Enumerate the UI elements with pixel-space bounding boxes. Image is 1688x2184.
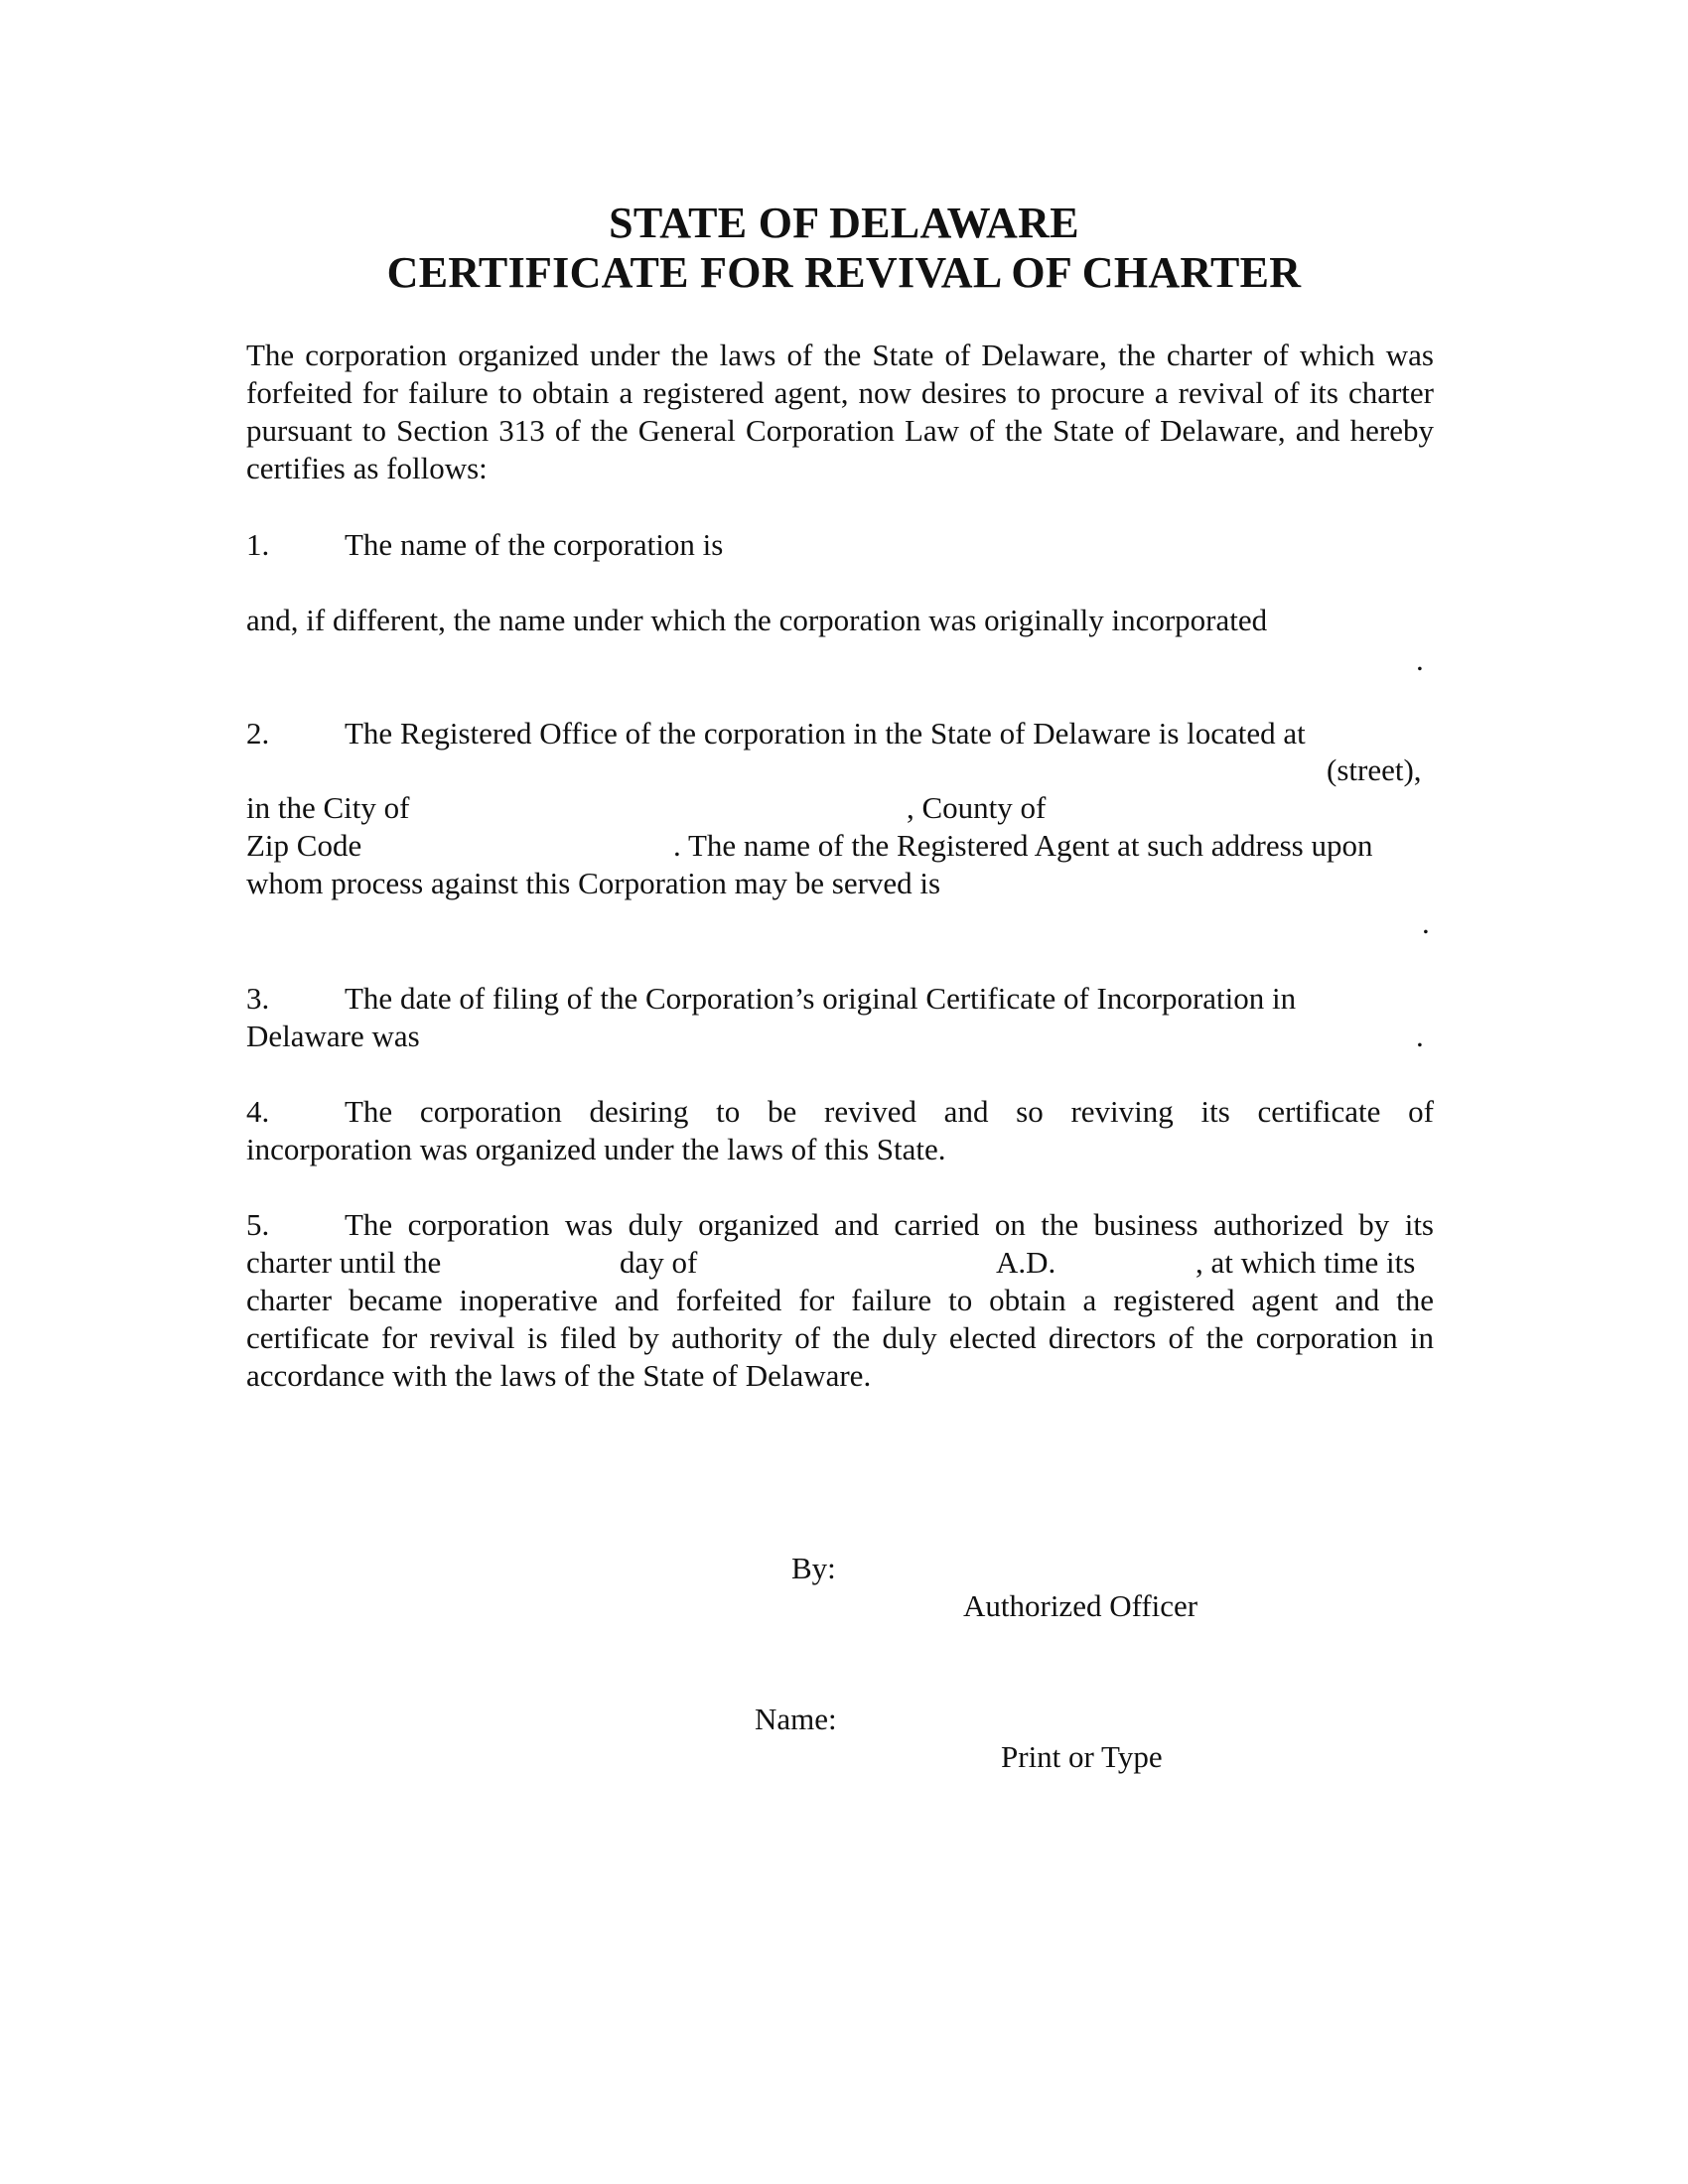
forfeit-year-field[interactable] — [1067, 1246, 1187, 1280]
item-2 — [246, 715, 1306, 752]
original-name-field[interactable] — [246, 641, 1418, 675]
zip-field[interactable] — [382, 829, 670, 863]
county-field[interactable] — [1072, 791, 1430, 825]
forfeit-month-field[interactable] — [715, 1246, 973, 1280]
title-line-1: STATE OF DELAWARE — [609, 199, 1079, 247]
day-of-label: day of — [620, 1245, 698, 1280]
item-3-text: The date of filing of the Corporation’s original Certificate of Incorporation in — [345, 981, 1297, 1016]
title-line-2: CERTIFICATE FOR REVIVAL OF CHARTER — [386, 248, 1302, 297]
item-4-number: 4. — [246, 1094, 270, 1129]
filing-date-field[interactable] — [437, 1020, 1410, 1053]
by-label: By: — [791, 1551, 836, 1585]
item-4-line-1 — [246, 1093, 1434, 1131]
item-4-text-1: The corporation desiring to be revived and so reviving its certificate of — [345, 1094, 1434, 1129]
item-3-period: . — [1416, 1019, 1424, 1053]
item-2-number: 2. — [246, 716, 270, 751]
street-field[interactable] — [246, 753, 1319, 787]
printed-name-field[interactable] — [854, 1703, 1291, 1736]
item-2-period: . — [1422, 905, 1430, 940]
county-label: , County of — [907, 790, 1047, 825]
item-1-continuation: and, if different, the name under which the corporation was originally incorporated — [246, 603, 1268, 637]
corporation-name-field[interactable] — [765, 528, 1430, 562]
authorized-officer-label: Authorized Officer — [963, 1588, 1198, 1623]
item-5-number: 5. — [246, 1207, 270, 1242]
zip-label: Zip Code — [246, 828, 362, 863]
item-1-text: The name of the corporation is — [345, 527, 724, 562]
forfeit-day-field[interactable] — [462, 1246, 611, 1280]
item-5-rest: charter became inoperative and forfeited for failure to obtain a registered agent and the certificate for revival is filed by authority of the duly elected directors of the corporation in accordance with the laws of the State of Delaware. — [246, 1283, 1434, 1393]
item-4-text-2: incorporation was organized under the laws of this State. — [246, 1132, 946, 1166]
registered-agent-field[interactable] — [246, 905, 1423, 939]
item-1 — [246, 526, 723, 564]
until-label: charter until the — [246, 1245, 442, 1280]
item-1-number: 1. — [246, 527, 270, 562]
agent-text: . The name of the Registered Agent at such address upon — [673, 828, 1373, 863]
item-4 — [246, 1093, 1434, 1168]
name-label: Name: — [755, 1702, 837, 1736]
signature-field[interactable] — [854, 1552, 1291, 1585]
item-5-text-1: The corporation was duly organized and carried on the business authorized by its — [345, 1207, 1434, 1242]
item-2-text: The Registered Office of the corporation in the State of Delaware is located at — [345, 716, 1306, 751]
item-1-period: . — [1416, 642, 1424, 677]
print-or-type-label: Print or Type — [1001, 1739, 1163, 1774]
city-field[interactable] — [437, 791, 904, 825]
city-label: in the City of — [246, 790, 410, 825]
agent-text-2: whom process against this Corporation may be served is — [246, 866, 941, 900]
item-3-text-2: Delaware was — [246, 1019, 420, 1053]
intro-paragraph: The corporation organized under the laws of the State of Delaware, the charter of which was forfeited for failure to obtain a registered agent, now desires to procure a revival of its charter pursuant to Section 313 of the General Corporation Law of the State of Delaware, and hereby certifies as follows: — [246, 338, 1434, 485]
ad-label: A.D. — [996, 1245, 1056, 1280]
item-3-number: 3. — [246, 981, 270, 1016]
street-label: (street), — [1327, 752, 1422, 787]
item-3 — [246, 980, 1296, 1018]
item-5-line-1 — [246, 1206, 1434, 1244]
time-label: , at which time its — [1196, 1245, 1416, 1280]
item-5 — [246, 1206, 1434, 1244]
